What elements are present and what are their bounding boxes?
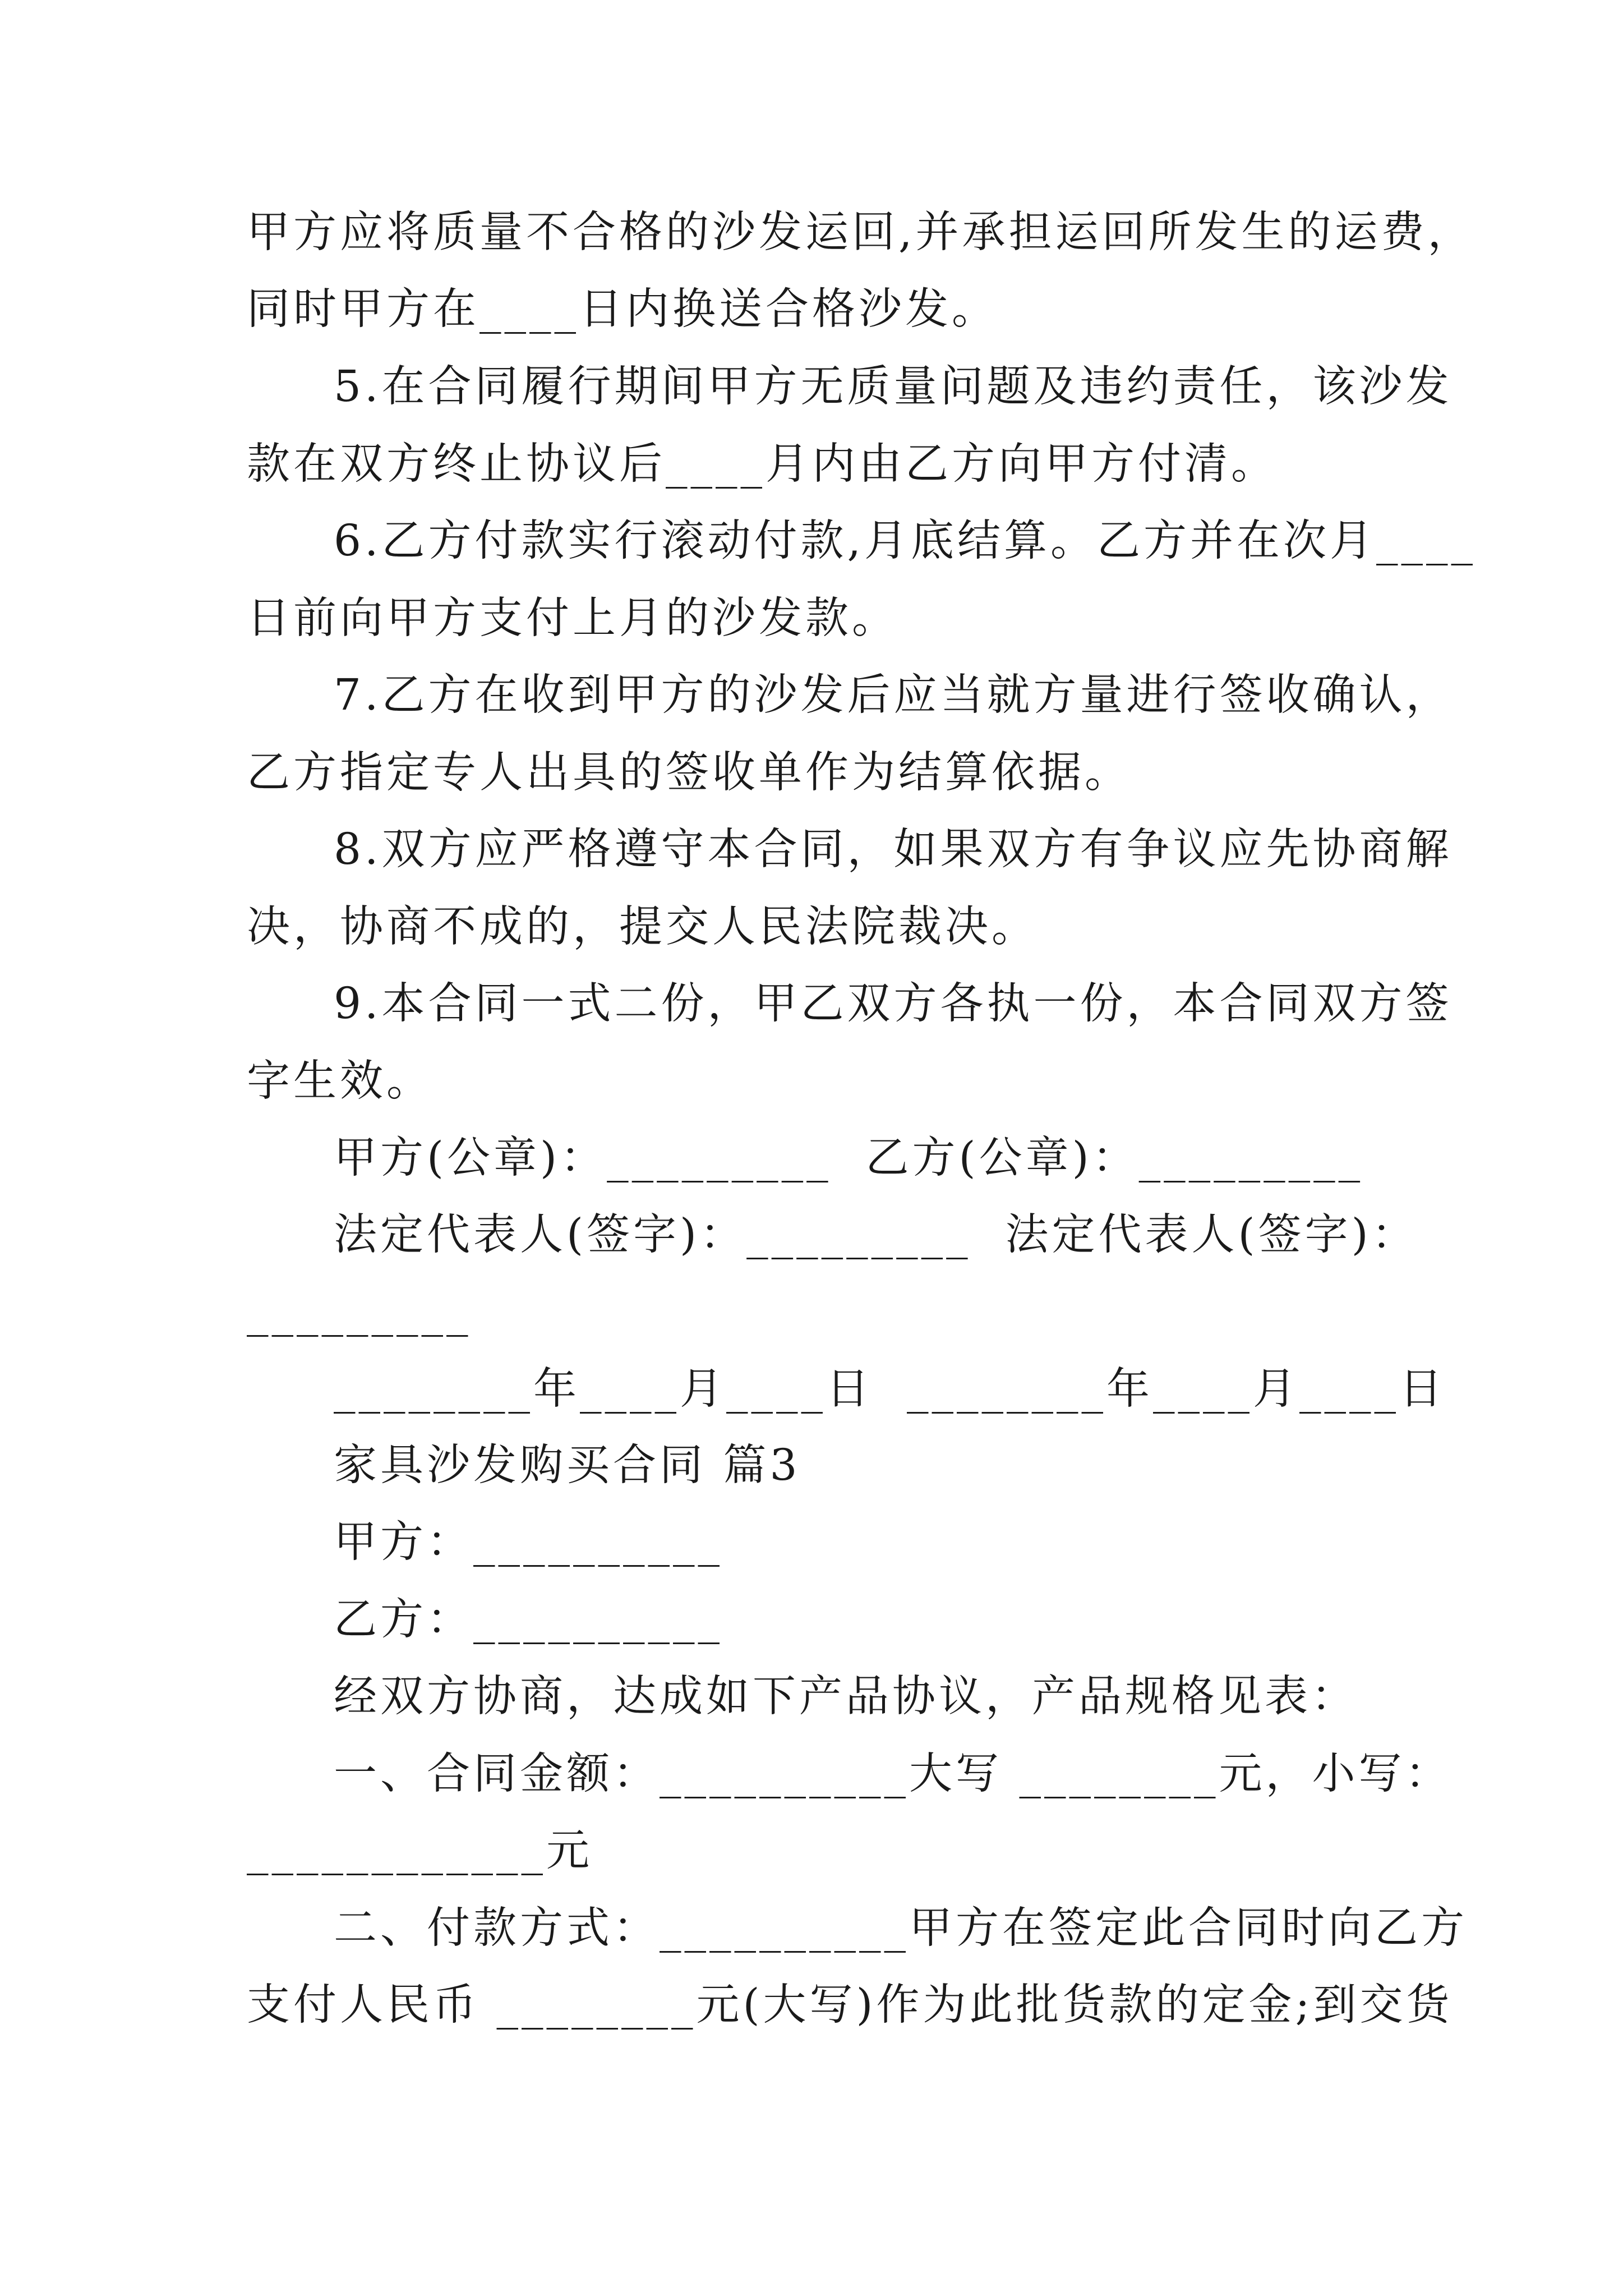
- signature-blank: _________: [247, 1287, 472, 1337]
- clause-6-line: 6.乙方付款实行滚动付款,月底结算。乙方并在次月____: [334, 516, 1476, 566]
- body-text-line: 甲方应将质量不合格的沙发运回,并承担运回所发生的运费，: [247, 208, 1474, 257]
- body-text-line: ____________元: [247, 1826, 593, 1876]
- clause-8-line: 8.双方应严格遵守本合同，如果双方有争议应先协商解: [334, 825, 1453, 875]
- party-seal-line: 甲方(公章)：_________ 乙方(公章)：_________: [334, 1133, 1364, 1183]
- agreement-intro-line: 经双方协商，达成如下产品协议，产品规格见表：: [334, 1672, 1358, 1722]
- body-text-line: 支付人民币 ________元(大写)作为此批货款的定金;到交货: [247, 1980, 1453, 2030]
- body-text-line: 日前向甲方支付上月的沙发款。: [247, 593, 898, 643]
- body-text-line: 乙方指定专人出具的签收单作为结算依据。: [247, 748, 1131, 798]
- body-text-line: 同时甲方在____日内换送合格沙发。: [247, 284, 998, 334]
- payment-method-line: 二、付款方式：__________甲方在签定此合同时向乙方: [334, 1903, 1468, 1953]
- body-text-line: 字生效。: [247, 1056, 433, 1106]
- party-a-line: 甲方：__________: [334, 1517, 723, 1567]
- party-b-line: 乙方：__________: [334, 1595, 723, 1645]
- body-text-line: 决，协商不成的，提交人民法院裁决。: [247, 902, 1038, 952]
- clause-5-line: 5.在合同履行期间甲方无质量问题及违约责任，该沙发: [334, 362, 1453, 412]
- contract-amount-line: 一、合同金额：__________大写 ________元，小写：: [334, 1749, 1452, 1799]
- clause-7-line: 7.乙方在收到甲方的沙发后应当就方量进行签收确认，: [334, 670, 1453, 720]
- body-text-line: 款在双方终止协议后____月内由乙方向甲方付清。: [247, 439, 1278, 489]
- clause-9-line: 9.本合同一式二份，甲乙双方各执一份，本合同双方签: [334, 979, 1453, 1029]
- date-line: ________年____月____日 ________年____月____日: [334, 1364, 1446, 1414]
- section-heading: 家具沙发购买合同 篇3: [334, 1441, 801, 1490]
- legal-rep-signature-line: 法定代表人(签字)：_________ 法定代表人(签字)：: [334, 1210, 1418, 1260]
